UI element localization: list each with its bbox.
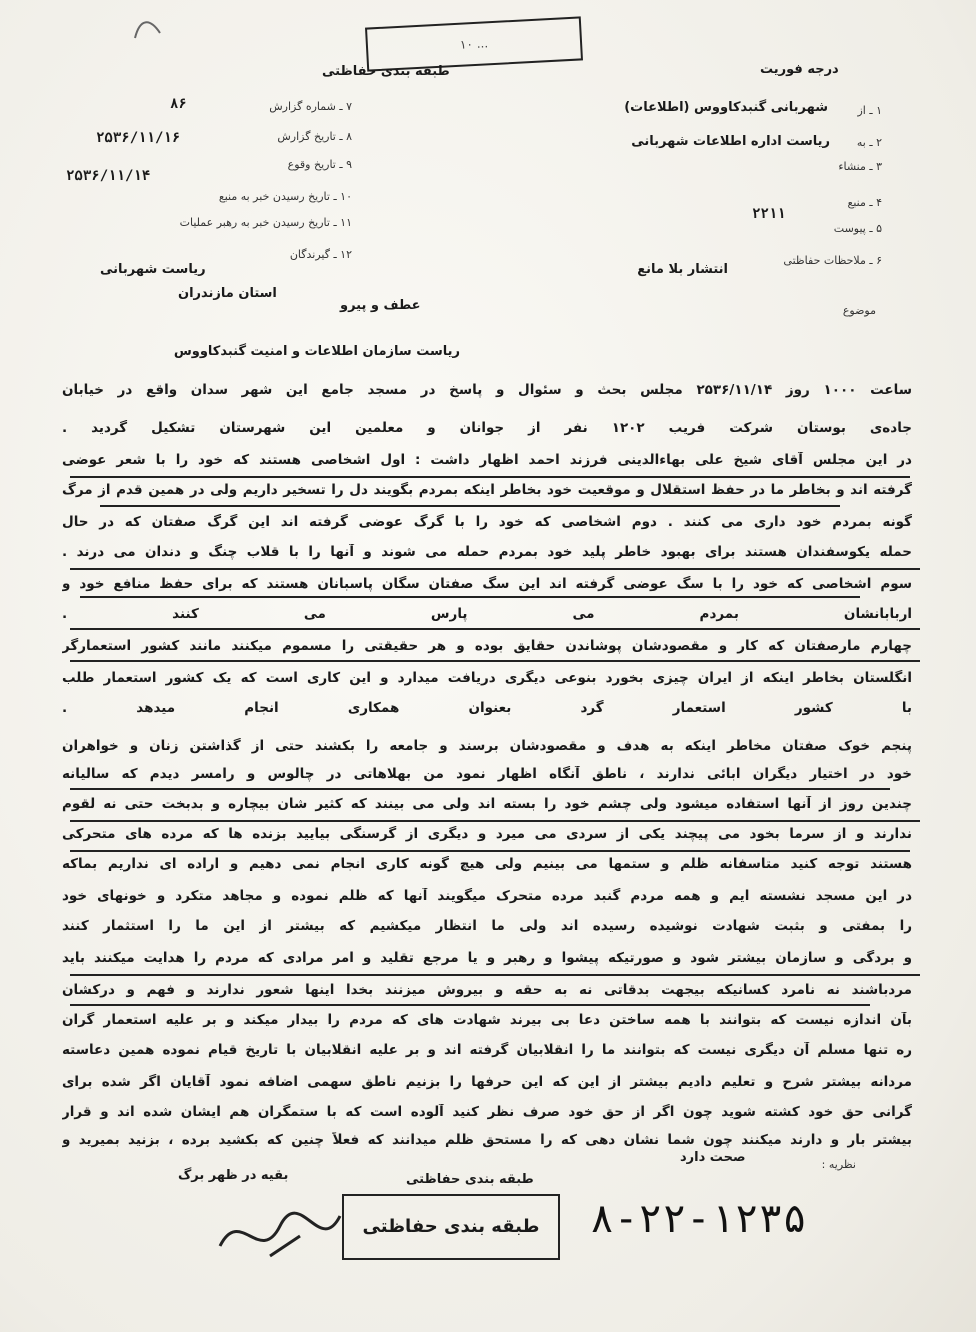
field-report-date-value: ۲۵۳۶/۱۱/۱۶ <box>96 130 181 146</box>
underline <box>80 596 860 598</box>
field-from-value: شهربانی گنبدکاووس (اطلاعات) <box>624 100 828 115</box>
body-line: سوم اشخاصی که خود را با سگ عوضی گرفته اند این سگ صفتان سگان پاسبانان هستند که برای حفظ منافع خود و <box>62 576 912 592</box>
field-security-notes-label: ۶ ـ ملاحظات حفاظتی <box>783 254 882 267</box>
underline <box>70 788 890 790</box>
field-from-label: ۱ ـ از <box>857 104 882 117</box>
body-line: گرفته اند و بخاطر ما در حفظ استقلال و موقعیت خود بخاطر اینکه بمردم بگویند دل را تسخیر داریم ولی در همین قدم از مرگ <box>62 482 912 498</box>
field-source-receive-date-label: ۱۰ ـ تاریخ رسیدن خبر به منبع <box>218 190 352 203</box>
field-attachment-label: ۵ ـ پیوست <box>833 222 882 235</box>
footer-classification: طبقه بندی حفاظتی <box>406 1172 534 1187</box>
body-line: چندین روز از آنها استفاده میشود ولی چشم خود را بسته اند ولی می بینند که کثیر شان بیچاره و بدبخت حتی نه لقوم <box>62 796 912 812</box>
top-stamp: ۱۰ ... <box>365 16 583 71</box>
underline <box>70 660 920 662</box>
conclusion-value: صحت دارد <box>680 1150 746 1165</box>
field-attachment-value: ۲۲۱۱ <box>752 206 786 222</box>
body-line: ساعت ۱۰۰۰ روز ۲۵۳۶/۱۱/۱۴ مجلس بحث و سئوال و پاسخ در مسجد جامع این شهر سدان واقع در خیابان <box>62 382 912 398</box>
field-source-label: ۴ ـ منبع <box>847 196 882 209</box>
underline <box>70 476 910 478</box>
urgency-header: درجه فوریت <box>760 62 839 77</box>
body-line: پنجم خوک صفتان مخاطر اینکه به هدف و مقصودشان برسند و جامعه را بکشند حتی از گذاشتن زنان و خواهران <box>62 738 912 754</box>
field-recipients-extra: استان مازندران <box>178 286 277 301</box>
underline <box>100 505 840 507</box>
classification-header-left: طبقه بندی حفاظتی <box>322 64 450 79</box>
body-line: مردانه بیشتر شرح و تعلیم دادیم بیشتر از این که این حرفها را بزنیم ناطق سهمی اضافه نمود آقایان اگر شده برای <box>62 1074 912 1090</box>
body-line: بآن اندازه نیست که بتوانند با همه ساختن دعا بی بیرند شهادت های که مردم را بیدار میکند و بر علیه استعمار گران <box>62 1012 912 1028</box>
underline <box>70 974 920 976</box>
body-line: ره تنها مسلم آن دیگری نیست که بتوانند ما را انقلابیان گرفته اند و بر علیه انقلابیان با تاریخ قیام نموده همین دعاسته <box>62 1042 912 1058</box>
body-line: خود در اختیار دیگران ابائی ندارند ، ناطق آنگاه اظهار نمود من بهلاهاتی در چالوس و رامسر دیدم که سالیانه <box>62 766 912 782</box>
field-to-value: ریاست اداره اطلاعات شهربانی <box>631 134 830 149</box>
body-line: با کشور استعمار گرد بعنوان همکاری انجام میدهد . <box>62 700 912 716</box>
body-line: گرانی حق خود کشته شوید چون اگر از حق خود صرف نظر کنید آلوده است که با ستمگران هم ایشان شده اند و قرار <box>62 1104 912 1120</box>
body-line: انگلستان بخاطر اینکه از ایران چیزی بخورد بنوعی دیگری دریافت میدارد و این کاری است که یک کشور استعمار طلب <box>62 670 912 686</box>
underline <box>70 568 920 570</box>
conclusion-label: نظریه : <box>821 1158 856 1171</box>
field-occurrence-date-value: ۲۵۳۶/۱۱/۱۴ <box>66 168 151 184</box>
underline <box>70 1004 870 1006</box>
body-line: هستند توجه کنید متاسفانه ظلم و ستمها می بینیم ولی هیچ گونه کاری انجام نمی دهیم و اراده ای نداریم بماکه <box>62 856 912 872</box>
footer-note: بقیه در ظهر برگ <box>178 1168 289 1183</box>
underline <box>70 850 910 852</box>
signature-scribble <box>210 1196 350 1266</box>
addressee: ریاست سازمان اطلاعات و امنیت گنبدکاووس <box>173 344 460 359</box>
field-security-notes-value: انتشار بلا مانع <box>637 262 728 277</box>
body-line: مردباشند نه نامرد کسانیکه بیجهت بدقاتی نه به حقه و بیروش میزنند بخدا اینها شعور ندارند و فهم و درکشان <box>62 982 912 998</box>
field-recipients-value: ریاست شهربانی <box>100 262 206 277</box>
body-line: جاده‌ی بوستان شرکت فریب ۱۲۰۲ نفر از جوانان و معلمین این شهرستان تشکیل گردید . <box>62 420 912 436</box>
body-line: و بردگی و سازمان بیشتر شود و صورتیکه پیشوا و رهبر و یا مرجع تقلید و امر مرادی که مردم را هدایت میکنند باید <box>62 950 912 966</box>
body-line: چهارم مارصفتان که کار و مقصودشان پوشاندن حقایق بوده و هر حقیقتی را مسموم میکنند مانند کشور استعمارگر <box>62 638 912 654</box>
corner-mark <box>130 8 170 48</box>
body-line: گونه بمردم خود داری می کنند . دوم اشخاصی که خود را با گرگ عوضی گرفته اند این گرگ صفتان که در حال <box>62 514 912 530</box>
subject-label: موضوع <box>842 304 876 317</box>
body-line: اربابانشان بمردم می پارس می کنند . <box>62 606 912 622</box>
footer-stamp: طبقه بندی حفاظتی <box>342 1194 560 1260</box>
field-ops-receive-date-label: ۱۱ ـ تاریخ رسیدن خبر به رهبر عملیات <box>179 216 352 229</box>
field-report-number-value: ۸۶ <box>170 96 187 112</box>
body-line: ندارند و از سرما بخود می پیچند یکی از سردی می میرد و دیگری از گرسنگی بیایید بزنده ها که مرده های متحرکی <box>62 826 912 842</box>
field-report-number-label: ۷ ـ شماره گزارش <box>269 100 352 113</box>
subject-value: عطف و پیرو <box>340 298 421 313</box>
underline <box>70 820 920 822</box>
field-recipients-label: ۱۲ ـ گیرندگان <box>289 248 352 261</box>
body-line: در این مجلس آقای شیخ علی بهاءالدینی فرزند احمد اظهار داشت : اول اشخاصی هستند که خود را با شعر عوضی <box>62 452 912 468</box>
body-line: در این مسجد نشسته ایم و همه مردم گنبد مرده متحرک میگویند آنها که ظلم نموده و مجاهد متکرد و خونهای خود <box>62 888 912 904</box>
field-report-date-label: ۸ ـ تاریخ گزارش <box>277 130 352 143</box>
field-occurrence-date-label: ۹ ـ تاریخ وقوع <box>287 158 352 171</box>
handwritten-number: ۸-۲۲-۱۲۳۵ <box>590 1196 807 1242</box>
underline <box>70 628 920 630</box>
field-to-label: ۲ ـ به <box>856 136 882 149</box>
body-line: بیشتر بار و دارند میکنند چون شما نشان دهی که را مستحق ظلم میدانند که فعلاً چنین که بکشید برده ، بزنید بمیرید و <box>62 1132 912 1148</box>
body-line: را بمفتی و بثبت شهادت نوشیده رسیده اند ولی ما انتظار میکشیم که بیشتر از این ما را استثمار کنند <box>62 918 912 934</box>
field-origin-label: ۳ ـ منشاء <box>838 160 882 173</box>
body-line: حمله یکوسفندان هستند برای بهبود خاطر پلید خود بمردم حمله می شوند و آنها را با قلاب چنگ و دندان می درند . <box>62 544 912 560</box>
